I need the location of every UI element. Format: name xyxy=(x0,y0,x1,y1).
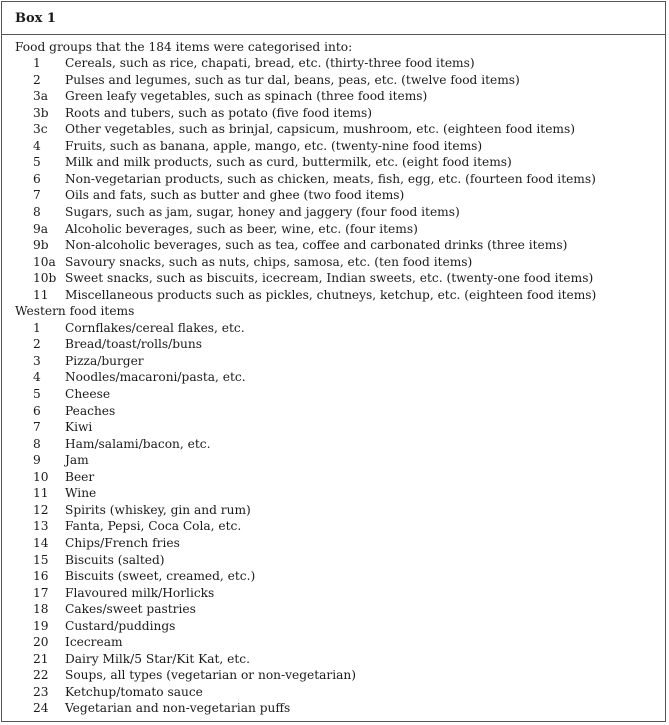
list-item xyxy=(2,255,665,272)
item-text: Alcoholic beverages, such as beer, wine, etc. (four items) xyxy=(65,221,418,236)
item-number: 23 xyxy=(33,684,49,699)
item-text: Biscuits (sweet, creamed, etc.) xyxy=(65,569,256,584)
item-number: 13 xyxy=(33,519,49,534)
list-item xyxy=(2,602,665,619)
item-number: 3a xyxy=(33,89,49,104)
list-item xyxy=(2,106,665,123)
list-item xyxy=(2,470,665,487)
item-text: Roots and tubers, such as potato (five food items) xyxy=(65,105,373,120)
item-text: Chips/French fries xyxy=(65,535,180,550)
item-text: Savoury snacks, such as nuts, chips, samosa, etc. (ten food items) xyxy=(65,254,473,269)
item-text: Peaches xyxy=(65,403,116,418)
item-text: Icecream xyxy=(65,635,123,650)
item-text: Green leafy vegetables, such as spinach (three food items) xyxy=(65,89,428,104)
list-item xyxy=(2,222,665,239)
item-number: 10a xyxy=(33,254,56,269)
item-text: Noodles/macaroni/pasta, etc. xyxy=(65,370,246,385)
item-text: Ham/salami/bacon, etc. xyxy=(65,436,211,451)
item-number: 20 xyxy=(33,635,49,650)
list-item xyxy=(2,536,665,553)
item-text: Soups, all types (vegetarian or non-vegetarian) xyxy=(65,668,357,683)
list-item xyxy=(2,73,665,90)
list-item xyxy=(2,238,665,255)
list-item xyxy=(2,354,665,371)
list-item xyxy=(2,337,665,354)
item-number: 4 xyxy=(33,138,41,153)
list-item xyxy=(2,569,665,586)
list-item xyxy=(2,370,665,387)
item-text: Bread/toast/rolls/buns xyxy=(65,337,203,352)
list-item xyxy=(2,652,665,669)
list-item xyxy=(2,288,665,305)
list-item xyxy=(2,420,665,437)
item-text: Fanta, Pepsi, Coca Cola, etc. xyxy=(65,519,242,534)
item-text: Kiwi xyxy=(65,420,93,435)
item-number: 9a xyxy=(33,221,49,236)
list-item xyxy=(2,321,665,338)
item-number: 12 xyxy=(33,502,49,517)
item-text: Sweet snacks, such as biscuits, icecream, Indian sweets, etc. (twenty-one food items) xyxy=(65,271,594,286)
item-text: Custard/puddings xyxy=(65,618,176,633)
list-item xyxy=(2,155,665,172)
item-number: 5 xyxy=(33,387,41,401)
item-text: Pulses and legumes, such as tur dal, beans, peas, etc. (twelve food items) xyxy=(65,72,520,87)
food-groups-heading: Food groups that the 184 items were categorised into: xyxy=(15,40,353,54)
item-text: Non-alcoholic beverages, such as tea, coffee and carbonated drinks (three items) xyxy=(65,238,568,253)
box-panel xyxy=(1,1,666,722)
list-item xyxy=(2,139,665,156)
item-text: Cornflakes/cereal flakes, etc. xyxy=(65,320,245,335)
item-number: 16 xyxy=(33,569,49,584)
item-text: Milk and milk products, such as curd, buttermilk, etc. (eight food items) xyxy=(65,155,512,170)
item-number: 7 xyxy=(33,188,41,203)
item-text: Spirits (whiskey, gin and rum) xyxy=(65,502,251,517)
item-text: Flavoured milk/Horlicks xyxy=(65,585,215,600)
item-number: 24 xyxy=(33,701,49,716)
list-item xyxy=(2,635,665,652)
item-text: Cheese xyxy=(65,387,111,401)
item-number: 3 xyxy=(33,353,41,368)
item-number: 21 xyxy=(33,651,49,666)
item-number: 17 xyxy=(33,585,49,600)
list-item xyxy=(2,404,665,421)
item-text: Wine xyxy=(65,486,97,501)
item-number: 6 xyxy=(33,403,41,418)
item-text: Other vegetables, such as brinjal, capsicum, mushroom, etc. (eighteen food items) xyxy=(65,122,575,137)
list-item xyxy=(2,668,665,685)
list-item xyxy=(2,586,665,603)
item-number: 19 xyxy=(33,618,49,633)
item-number: 3b xyxy=(33,105,49,120)
item-number: 5 xyxy=(33,155,41,170)
list-item xyxy=(2,503,665,520)
list-item xyxy=(2,122,665,139)
list-item xyxy=(2,453,665,470)
item-text: Vegetarian and non-vegetarian puffs xyxy=(65,701,291,716)
list-item xyxy=(2,701,665,718)
list-item xyxy=(2,188,665,205)
item-text: Dairy Milk/5 Star/Kit Kat, etc. xyxy=(65,651,250,666)
item-text: Ketchup/tomato sauce xyxy=(65,684,203,699)
list-item xyxy=(2,387,665,404)
item-number: 7 xyxy=(33,420,41,435)
item-number: 11 xyxy=(33,486,49,501)
item-number: 3c xyxy=(33,122,48,137)
item-text: Fruits, such as banana, apple, mango, etc. (twenty-nine food items) xyxy=(65,138,483,153)
item-number: 2 xyxy=(33,337,41,352)
item-text: Non-vegetarian products, such as chicken, meats, fish, egg, etc. (fourteen food items) xyxy=(65,171,596,186)
item-number: 15 xyxy=(33,552,49,567)
item-text: Cakes/sweet pastries xyxy=(65,602,196,617)
item-number: 9b xyxy=(33,238,49,253)
item-number: 10b xyxy=(33,271,57,286)
item-number: 1 xyxy=(33,56,41,70)
list-item xyxy=(2,271,665,288)
item-number: 10 xyxy=(33,469,49,484)
item-text: Oils and fats, such as butter and ghee (two food items) xyxy=(65,188,405,203)
item-text: Jam xyxy=(65,453,89,468)
item-number: 22 xyxy=(33,668,49,683)
item-number: 14 xyxy=(33,535,49,550)
list-item xyxy=(2,205,665,222)
item-text: Beer xyxy=(65,469,95,484)
item-number: 6 xyxy=(33,171,41,186)
item-text: Miscellaneous products such as pickles, chutneys, ketchup, etc. (eighteen food items) xyxy=(65,287,597,302)
item-text: Biscuits (salted) xyxy=(65,552,165,567)
item-text: Pizza/burger xyxy=(65,353,144,368)
item-number: 8 xyxy=(33,436,41,451)
item-number: 1 xyxy=(33,320,41,335)
item-text: Sugars, such as jam, sugar, honey and jaggery (four food items) xyxy=(65,204,460,219)
item-text: Cereals, such as rice, chapati, bread, etc. (thirty-three food items) xyxy=(65,56,475,70)
western-heading: Western food items xyxy=(15,304,135,319)
item-number: 11 xyxy=(33,287,49,302)
list-item xyxy=(2,619,665,636)
list-item xyxy=(2,685,665,702)
item-number: 8 xyxy=(33,204,41,219)
box-title: Box 1 xyxy=(15,11,56,26)
item-number: 2 xyxy=(33,72,41,87)
item-number: 18 xyxy=(33,602,49,617)
list-item xyxy=(2,486,665,503)
list-item xyxy=(2,89,665,106)
list-item xyxy=(2,56,665,73)
list-item xyxy=(2,519,665,536)
list-item xyxy=(2,553,665,570)
list-item xyxy=(2,437,665,454)
list-item xyxy=(2,172,665,189)
item-number: 4 xyxy=(33,370,41,385)
item-number: 9 xyxy=(33,453,41,468)
title-divider xyxy=(2,34,665,35)
